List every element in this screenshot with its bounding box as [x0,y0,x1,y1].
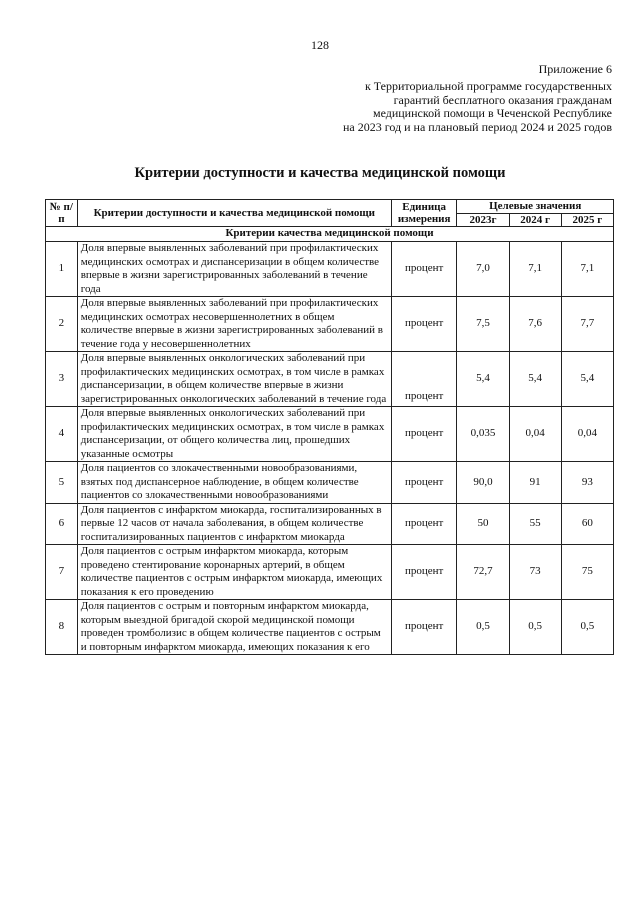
criterion-text: Доля впервые выявленных онкологических заболеваний при профилактических медицинских осмотрах, в том числе в рамках диспансеризации, от общего количества лиц, прошедших указанные осмотры [77,407,391,462]
value-2024: 0,5 [509,600,561,655]
value-2023: 7,0 [457,242,509,297]
row-number: 4 [46,407,78,462]
appendix-description [232,80,612,134]
row-number: 3 [46,352,78,407]
table-row [46,462,614,504]
value-2024: 0,04 [509,407,561,462]
row-number: 5 [46,462,78,504]
table-row [46,407,614,462]
criterion-text: Доля впервые выявленных заболеваний при профилактических медицинских осмотрах и диспансеризации в общем количестве впервые в жизни зарегистрированных заболеваний в течение года [77,242,391,297]
value-2024: 91 [509,462,561,504]
value-2025: 0,5 [561,600,613,655]
unit-value: процент [391,297,456,352]
value-2024: 5,4 [509,352,561,407]
appendix-line: медицинской помощи в Чеченской Республике [372,106,612,120]
value-2025: 75 [561,545,613,600]
value-2025: 60 [561,503,613,545]
appendix-line: к Территориальной программе государственных [364,79,612,93]
appendix-line: гарантий бесплатного оказания гражданам [393,92,612,107]
value-2024: 73 [509,545,561,600]
table-row [46,503,614,545]
section-title: Критерии качества медицинской помощи [46,227,614,242]
criterion-text: Доля впервые выявленных онкологических заболеваний при профилактических медицинских осмотрах, в том числе в рамках диспансеризации, в общем количестве впервые в жизни зарегистрированных онкологических заболеваний в течение года [77,352,391,407]
header-number: № п/п [46,200,78,227]
value-2024: 55 [509,503,561,545]
header-unit: Единица измерения [391,200,456,227]
criterion-text: Доля пациентов с острым инфарктом миокарда, которым проведено стентирование коронарных артерий, в общем количестве пациентов с острым инфарктом миокарда, имеющих показания к его проведению [77,545,391,600]
value-2024: 7,6 [509,297,561,352]
criteria-table [45,199,614,655]
header-year-2025: 2025 г [561,213,613,227]
unit-value: процент [391,352,456,407]
row-number: 6 [46,503,78,545]
unit-value: процент [391,503,456,545]
value-2023: 0,5 [457,600,509,655]
table-row [46,297,614,352]
criterion-text: Доля впервые выявленных заболеваний при профилактических медицинских осмотрах несовершеннолетних в общем количестве впервые в жизни зарегистрированных заболеваний в течение года у несовершеннолетних [77,297,391,352]
row-number: 2 [46,297,78,352]
value-2025: 7,7 [561,297,613,352]
unit-value: процент [391,600,456,655]
table-row [46,545,614,600]
value-2025: 5,4 [561,352,613,407]
header-criteria: Критерии доступности и качества медицинской помощи [77,200,391,227]
value-2023: 50 [457,503,509,545]
value-2025: 93 [561,462,613,504]
value-2023: 72,7 [457,545,509,600]
document-title: Критерии доступности и качества медицинской помощи [134,165,506,181]
unit-value: процент [391,407,456,462]
table-row [46,352,614,407]
criterion-text: Доля пациентов со злокачественными новообразованиями, взятых под диспансерное наблюдение, в общем количестве пациентов со злокачественными новообразованиями [77,462,391,504]
appendix-line: на 2023 год и на плановый период 2024 и 2025 годов [342,119,612,134]
value-2023: 5,4 [457,352,509,407]
header-year-2024: 2024 г [509,213,561,227]
value-2025: 0,04 [561,407,613,462]
value-2023: 0,035 [457,407,509,462]
table-row [46,242,614,297]
criterion-text: Доля пациентов с острым и повторным инфарктом миокарда, которым выездной бригадой скорой медицинской помощи проведен тромболизис в общем количестве пациентов с острым и повторным инфарктом миокарда, имеющих показания к его [77,600,391,655]
value-2023: 90,0 [457,462,509,504]
appendix-label: Приложение 6 [538,62,612,76]
unit-value: процент [391,545,456,600]
page-number: 128 [311,38,329,52]
row-number: 8 [46,600,78,655]
criterion-text: Доля пациентов с инфарктом миокарда, госпитализированных в первые 12 часов от начала заболевания, в общем количестве госпитализированных пациентов с инфарктом миокарда [77,503,391,545]
unit-value: процент [391,462,456,504]
header-target-values: Целевые значения [457,200,614,214]
row-number: 7 [46,545,78,600]
value-2023: 7,5 [457,297,509,352]
value-2025: 7,1 [561,242,613,297]
table-row [46,600,614,655]
unit-value: процент [391,242,456,297]
header-year-2023: 2023г [457,213,509,227]
value-2024: 7,1 [509,242,561,297]
row-number: 1 [46,242,78,297]
